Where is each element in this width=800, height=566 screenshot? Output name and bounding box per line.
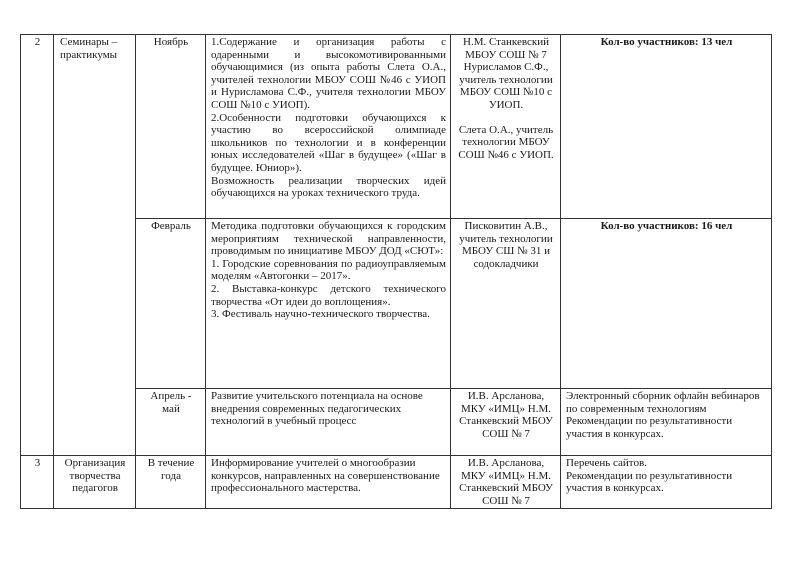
row-number: 3 (34, 457, 41, 469)
content-paragraph: Методика подготовки обучающихся к городским мероприятиям технической направленности, проводимым по инициативе МБОУ ДОД «СЮТ»: (211, 220, 446, 258)
period-label: Февраль (151, 220, 191, 232)
content-paragraph: Информирование учителей о многообразии конкурсов, направленных на совершенствование профессионального мастерства. (211, 457, 440, 495)
responsible-text: И.В. Арсланова, МКУ «ИМЦ» Н.М. Станкевский МБОУ СОШ № 7 (459, 390, 553, 440)
responsible-cell (451, 35, 561, 219)
content-list-item: 1. Городские соревнования по радиоуправляемым моделям «Автогонки – 2017». (211, 257, 446, 283)
content-cell (206, 389, 451, 456)
result-cell (561, 35, 772, 219)
result-cell (561, 456, 772, 509)
content-cell (206, 456, 451, 509)
result-cell (561, 389, 772, 456)
content-paragraph: Возможность реализации творческих идей обучающихся на уроках технического труда. (211, 174, 446, 200)
result-text: Рекомендации по результативности участия в конкурсах. (566, 415, 733, 440)
activity-cell (54, 456, 136, 509)
plan-table (20, 34, 772, 509)
result-cell (561, 219, 772, 389)
period-label: В течение года (147, 457, 195, 482)
responsible-text: Н.М. Станкевский МБОУ СОШ № 7 Нурисламов С.Ф., учитель технологии МБОУ СОШ №10 с УИОП. (459, 36, 553, 111)
responsible-cell (451, 456, 561, 509)
period-label: Апрель - май (150, 390, 192, 415)
content-paragraph: 2.Особенности подготовки обучающихся к участию во всероссийской олимпиаде школьников по технологии и в конференции юных исследователей «Шаг в будущее» («Шаг в будущее. Юниор»). (211, 111, 446, 174)
content-cell (206, 35, 451, 219)
responsible-text: Писковитин А.В., учитель технологии МБОУ СШ № 31 и содокладчики (459, 220, 553, 270)
period-cell (136, 219, 206, 389)
row-number-cell (21, 456, 54, 509)
row-number: 2 (34, 36, 41, 48)
period-label: Ноябрь (153, 36, 189, 48)
activity-label: Организация творчества педагогов (64, 457, 126, 495)
responsible-cell (451, 219, 561, 389)
table-row-2-november (21, 35, 772, 219)
content-cell (206, 219, 451, 389)
activity-label: Семинары – практикумы (60, 36, 118, 61)
period-cell (136, 389, 206, 456)
activity-cell (54, 35, 136, 456)
period-cell (136, 35, 206, 219)
content-list-item: 3. Фестиваль научно-технического творчества. (211, 308, 430, 321)
responsible-text: Слета О.А., учитель технологии МБОУ СОШ №46 с УИОП. (458, 123, 554, 161)
participants-count: Кол-во участников: 13 чел (600, 36, 733, 48)
responsible-cell (451, 389, 561, 456)
responsible-text: И.В. Арсланова, МКУ «ИМЦ» Н.М. Станкевский МБОУ СОШ № 7 (459, 457, 553, 507)
result-text: Электронный сборник офлайн вебинаров по современным технологиям (566, 390, 760, 415)
participants-count: Кол-во участников: 16 чел (600, 220, 733, 232)
content-list-item: 2. Выставка-конкурс детского технического творчества «От идеи до воплощения». (211, 282, 446, 308)
table-row-3 (21, 456, 772, 509)
result-text: Перечень сайтов. (566, 457, 647, 469)
row-number-cell (21, 35, 54, 456)
period-cell (136, 456, 206, 509)
result-text: Рекомендации по результативности участия в конкурсах. (566, 469, 733, 495)
content-paragraph: 1.Содержание и организация работы с одаренными и высокомотивированными обучающимися (из опыта работы Слета О.А., учителей технологии МБОУ СОШ №46 с УИОП и Нурисламова С.Ф., учителя технологии МБОУ СОШ №10 с УИОП). (211, 36, 446, 111)
content-paragraph: Развитие учительского потенциала на основе внедрения современных педагогических технологий в учебный процесс (211, 390, 423, 428)
